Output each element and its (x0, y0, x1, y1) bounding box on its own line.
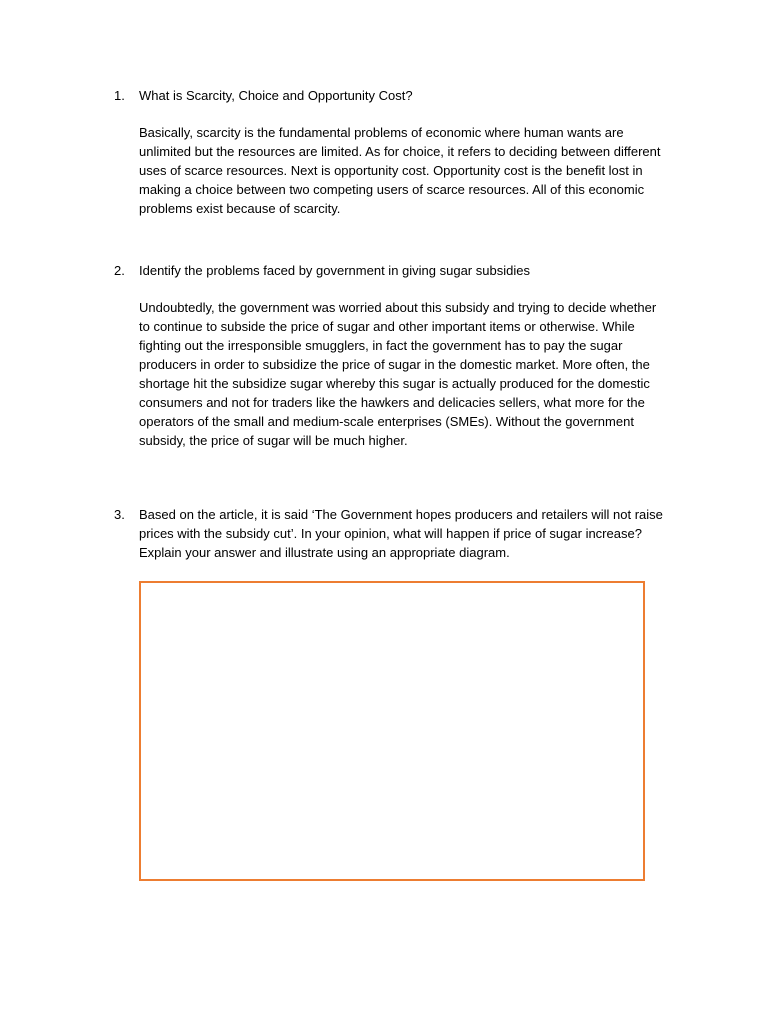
answer-line: uses of scarce resources. Next is opportunity cost. Opportunity cost is the benefit lost in (139, 163, 643, 178)
question-prompt: Identify the problems faced by government in giving sugar subsidies (139, 263, 530, 278)
question-number: 1. (114, 88, 125, 103)
question-prompt (139, 505, 674, 562)
answer-line: problems exist because of scarcity. (139, 201, 341, 216)
answer-line: shortage hit the subsidize sugar whereby this sugar is actually produced for the domestic (139, 376, 650, 391)
answer-line: unlimited but the resources are limited. As for choice, it refers to deciding between different (139, 144, 661, 159)
question-1-heading (114, 86, 674, 105)
question-1 (114, 86, 674, 218)
answer-line: Basically, scarcity is the fundamental problems of economic where human wants are (139, 125, 624, 140)
question-number: 3. (114, 507, 125, 522)
prompt-line: prices with the subsidy cut’. In your opinion, what will happen if price of sugar increase? (139, 526, 642, 541)
question-2 (114, 261, 674, 450)
question-2-heading (114, 261, 674, 280)
question-3-heading (114, 505, 674, 562)
answer-line: making a choice between two competing users of scarce resources. All of this economic (139, 182, 645, 197)
answer-line: consumers and not for traders like the hawkers and delicacies sellers, what more for the (139, 395, 645, 410)
prompt-line: Based on the article, it is said ‘The Government hopes producers and retailers will not raise (139, 507, 663, 522)
question-1-answer (139, 123, 674, 218)
answer-line: subsidy, the price of sugar will be much higher. (139, 433, 408, 448)
question-prompt: What is Scarcity, Choice and Opportunity Cost? (139, 88, 413, 103)
question-2-answer (139, 298, 674, 450)
answer-line: operators of the small and medium-scale enterprises (SMEs). Without the government (139, 414, 634, 429)
diagram-answer-box (139, 581, 645, 881)
answer-line: to continue to subside the price of sugar and other important items or otherwise. While (139, 319, 635, 334)
answer-line: fighting out the irresponsible smugglers, in fact the government has to pay the sugar (139, 338, 623, 353)
question-3 (114, 505, 674, 562)
answer-line: Undoubtedly, the government was worried about this subsidy and trying to decide whether (139, 300, 657, 315)
question-number: 2. (114, 263, 125, 278)
answer-line: producers in order to subsidize the price of sugar in the domestic market. More often, the (139, 357, 650, 372)
prompt-line: Explain your answer and illustrate using an appropriate diagram. (139, 545, 510, 560)
